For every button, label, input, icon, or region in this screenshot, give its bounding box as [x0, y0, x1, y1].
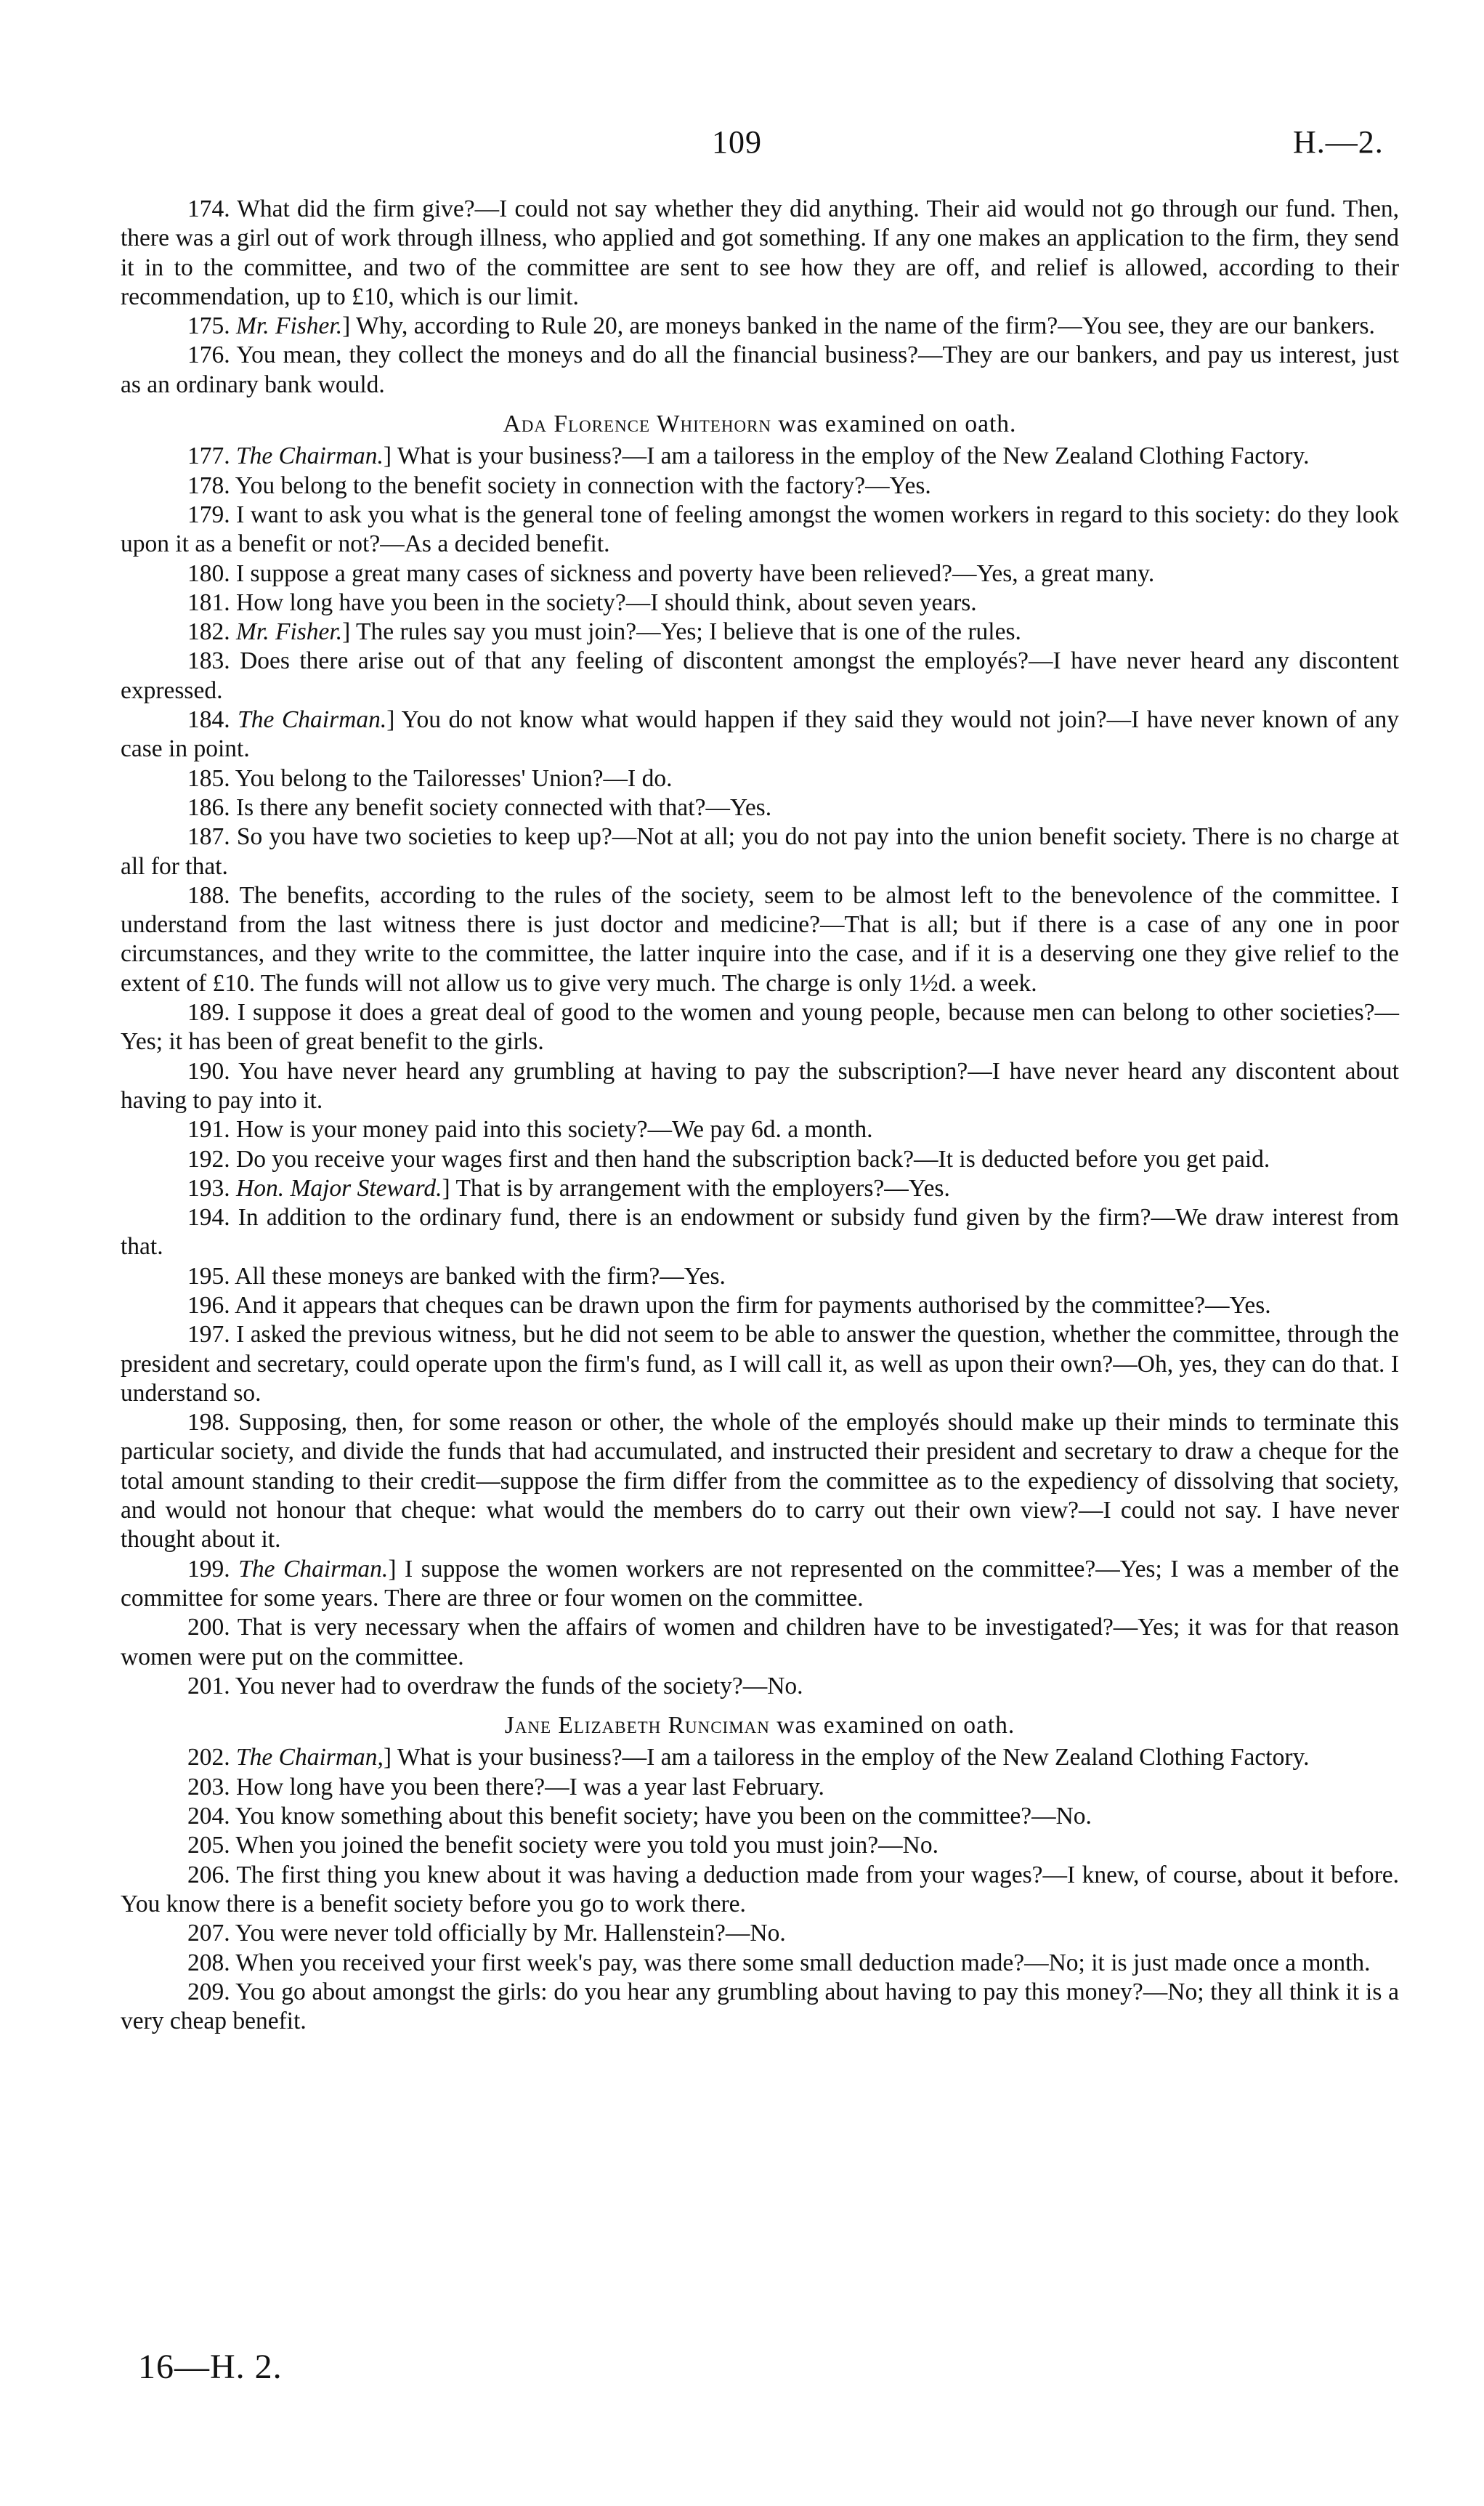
question-number: 177.	[187, 442, 230, 470]
testimony-paragraph	[121, 618, 1399, 647]
testimony-text: ] You do not know what would happen if they said they would not join?—I have never known of any case in point.	[121, 706, 1400, 763]
testimony-paragraph: 197. I asked the previous witness, but he did not seem to be able to answer the question, whether the committee, through the president and secretary, could operate upon the firm's fund, as I will call it, as well as upon their own?—Oh, yes, they can do that. I understand so.	[121, 1321, 1399, 1407]
testimony-paragraph: 174. What did the firm give?—I could not say whether they did anything. Their aid would not go through our fund. Then, there was a girl out of work through illness, who applied and got something. If any one makes an application to the firm, they send it in to the committee, and two of the committee are sent to see how they are off, and relief is allowed, according to their recommendation, up to £10, which is our limit.	[121, 195, 1399, 310]
speaker-name: The Chairman.	[236, 442, 384, 470]
testimony-paragraph: 209. You go about amongst the girls: do you hear any grumbling about having to pay this money?—No; they all think it is a very cheap benefit.	[121, 1978, 1399, 2035]
speaker-name: Hon. Major Steward.	[236, 1174, 442, 1202]
testimony-text: ] That is by arrangement with the employers?—Yes.	[442, 1174, 950, 1202]
question-number: 193.	[187, 1174, 230, 1202]
testimony-paragraph	[121, 1174, 1399, 1203]
testimony-paragraph: 190. You have never heard any grumbling at having to pay the subscription?—I have never heard any discontent about having to pay into it.	[121, 1057, 1399, 1114]
testimony-paragraph: 200. That is very necessary when the affairs of women and children have to be investigated?—Yes; it was for that reason women were put on the committee.	[121, 1614, 1399, 1670]
testimony-paragraph: 205. When you joined the benefit society were you told you must join?—No.	[187, 1832, 938, 1859]
testimony-paragraph: 206. The first thing you knew about it was having a deduction made from your wages?—I knew, of course, about it before. You know there is a benefit society before you go to work there.	[121, 1861, 1399, 1917]
testimony-paragraph: 178. You belong to the benefit society in connection with the factory?—Yes.	[187, 472, 931, 499]
testimony-paragraph: 185. You belong to the Tailoresses' Union?—I do.	[187, 764, 673, 792]
witness-heading-text: was examined on oath.	[771, 411, 1017, 438]
testimony-paragraph: 207. You were never told officially by Mr. Hallenstein?—No.	[187, 1920, 786, 1947]
testimony-paragraph: 189. I suppose it does a great deal of good to the women and young people, because men can belong to other societies?—Yes; it has been of great benefit to the girls.	[121, 999, 1399, 1056]
question-number: 182.	[187, 618, 230, 646]
question-number: 175.	[187, 312, 230, 340]
testimony-paragraph: 187. So you have two societies to keep up?—Not at all; you do not pay into the union benefit society. There is no charge at all for that.	[121, 823, 1399, 880]
testimony-paragraph: 180. I suppose a great many cases of sickness and poverty have been relieved?—Yes, a great many.	[187, 559, 1155, 587]
testimony-text: ] What is your business?—I am a tailoress in the employ of the New Zealand Clothing Factory.	[383, 442, 1310, 470]
witness-name: Jane Elizabeth Runciman	[504, 1712, 770, 1739]
testimony-paragraph: 181. How long have you been in the society?—I should think, about seven years.	[187, 589, 977, 616]
document-reference: H.—2.	[1293, 124, 1384, 160]
testimony-text: ] What is your business?—I am a tailoress in the employ of the New Zealand Clothing Factory.	[383, 1744, 1310, 1771]
testimony-paragraph: 188. The benefits, according to the rules of the society, seem to be almost left to the benevolence of the committee. I understand from the last witness there is just doctor and medicine?—That is all; but if there is a case of any one in poor circumstances, and they write to the committee, the latter inquire into the case, and if it is a deserving one they give relief to the extent of £10. The funds will not allow us to give very much. The charge is only 1½d. a week.	[121, 881, 1399, 997]
testimony-paragraph: 176. You mean, they collect the moneys and do all the financial business?—They are our bankers, and pay us interest, just as an ordinary bank would.	[121, 341, 1399, 398]
testimony-paragraph: 183. Does there arise out of that any feeling of discontent amongst the employés?—I have never heard any discontent expressed.	[121, 647, 1399, 704]
testimony-body	[121, 195, 1399, 2036]
testimony-paragraph	[121, 312, 1399, 341]
speaker-name: The Chairman,	[236, 1744, 384, 1771]
testimony-paragraph	[121, 1555, 1399, 1614]
testimony-paragraph	[121, 706, 1399, 764]
testimony-paragraph: 198. Supposing, then, for some reason or other, the whole of the employés should make up their minds to terminate this particular society, and divide the funds that had accumulated, and instructed their president and secretary to draw a cheque for the total amount standing to their credit—suppose the firm differ from the committee as to the expediency of dissolving that society, and would not honour that cheque: what would the members do to carry out their own view?—I could not say. I have never thought about it.	[121, 1409, 1399, 1553]
testimony-text: ] Why, according to Rule 20, are moneys banked in the name of the firm?—You see, they are our bankers.	[342, 312, 1375, 340]
testimony-paragraph: 208. When you received your first week's pay, was there some small deduction made?—No; it is just made once a month.	[187, 1949, 1371, 1976]
printer-signature: 16—H. 2.	[138, 2348, 283, 2386]
page-number: 109	[712, 124, 762, 160]
question-number: 199.	[187, 1555, 230, 1583]
testimony-paragraph: 192. Do you receive your wages first and then hand the subscription back?—It is deducted before you get paid.	[187, 1145, 1270, 1173]
testimony-text: ] The rules say you must join?—Yes; I believe that is one of the rules.	[342, 618, 1021, 646]
testimony-paragraph	[121, 1743, 1399, 1772]
question-number: 202.	[187, 1744, 230, 1771]
speaker-name: Mr. Fisher.	[236, 312, 343, 340]
speaker-name: The Chairman.	[238, 1555, 389, 1583]
speaker-name: The Chairman.	[238, 706, 387, 734]
testimony-paragraph: 204. You know something about this benefit society; have you been on the committee?—No.	[187, 1803, 1092, 1830]
witness-heading	[121, 1711, 1399, 1740]
testimony-paragraph: 179. I want to ask you what is the general tone of feeling amongst the women workers in regard to this society: do they look upon it as a benefit or not?—As a decided benefit.	[121, 501, 1399, 558]
question-number: 184.	[187, 706, 230, 734]
testimony-text: ] I suppose the women workers are not represented on the committee?—Yes; I was a member of the committee for some years. There are three or four women on the committee.	[121, 1555, 1399, 1612]
testimony-paragraph: 194. In addition to the ordinary fund, there is an endowment or subsidy fund given by the firm?—We draw interest from that.	[121, 1204, 1399, 1261]
testimony-paragraph: 203. How long have you been there?—I was a year last February.	[187, 1773, 824, 1800]
testimony-paragraph: 195. All these moneys are banked with the firm?—Yes.	[187, 1262, 726, 1290]
witness-heading	[121, 410, 1399, 439]
testimony-paragraph	[121, 442, 1399, 471]
testimony-paragraph: 201. You never had to overdraw the funds of the society?—No.	[187, 1672, 803, 1699]
testimony-paragraph: 186. Is there any benefit society connected with that?—Yes.	[187, 793, 772, 821]
speaker-name: Mr. Fisher.	[236, 618, 343, 646]
testimony-paragraph: 196. And it appears that cheques can be drawn upon the firm for payments authorised by the committee?—Yes.	[187, 1291, 1271, 1319]
witness-name: Ada Florence Whitehorn	[503, 411, 772, 438]
witness-heading-text: was examined on oath.	[769, 1712, 1015, 1739]
testimony-paragraph: 191. How is your money paid into this society?—We pay 6d. a month.	[187, 1116, 873, 1144]
